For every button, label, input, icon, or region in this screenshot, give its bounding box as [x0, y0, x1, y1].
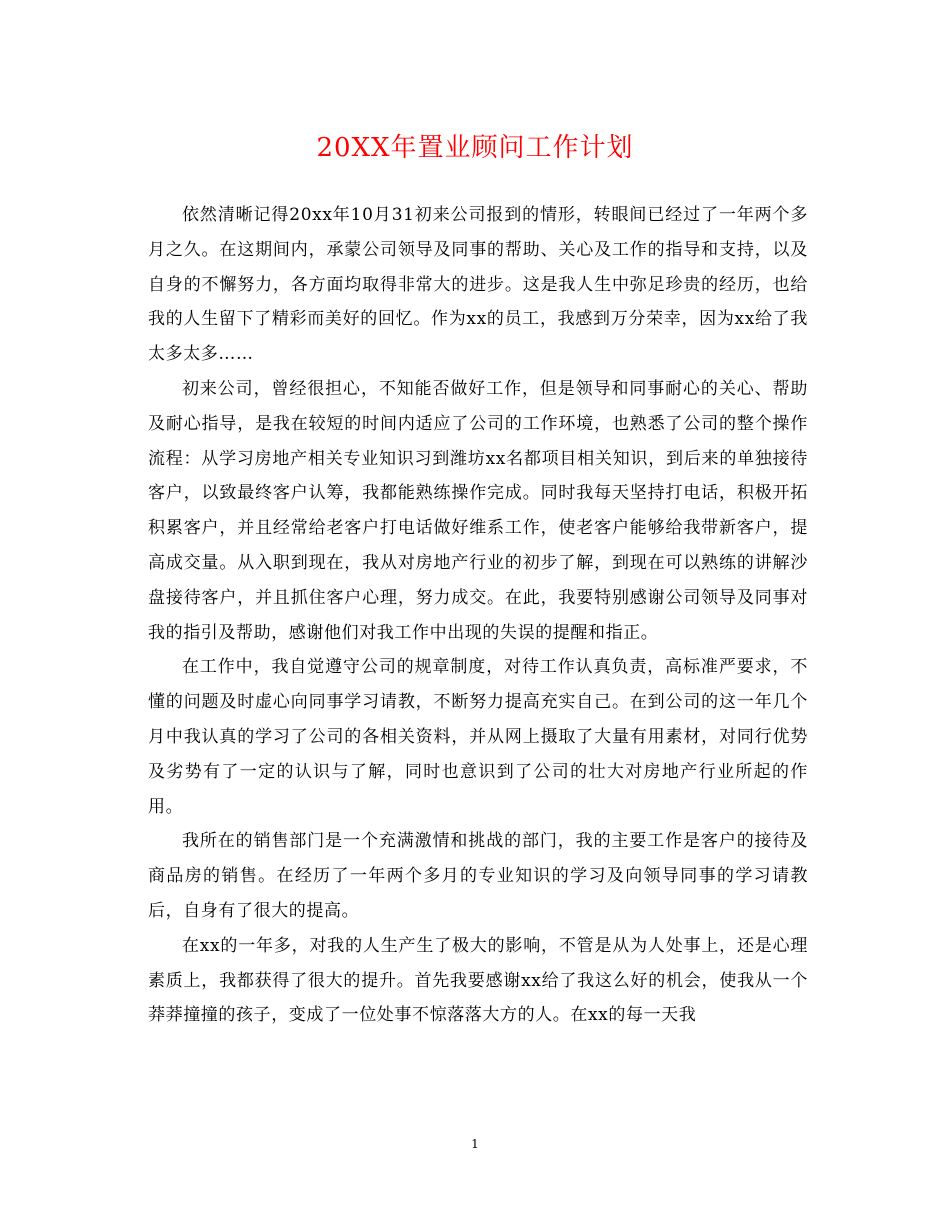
- paragraph-1: 依然清晰记得20xx年10月31初来公司报到的情形，转眼间已经过了一年两个多月之久。在这期间内，承蒙公司领导及同事的帮助、关心及工作的指导和支持，以及自身的不懈努力，各方面均取得非常大的进步。这是我人生中弥足珍贵的经历，也给我的人生留下了精彩而美好的回忆。作为xx的员工，我感到万分荣幸，因为xx给了我太多太多……: [148, 205, 808, 365]
- document-title: 20XX年置业顾问工作计划: [316, 133, 634, 163]
- paragraph-5: 在xx的一年多，对我的人生产生了极大的影响，不管是从为人处事上，还是心理素质上，我都获得了很大的提升。首先我要感谢xx给了我这么好的机会，使我从一个莽莽撞撞的孩子，变成了一位处事不惊落落大方的人。在xx的每一天我: [148, 935, 808, 1026]
- paragraph-4: 我所在的销售部门是一个充满激情和挑战的部门，我的主要工作是客户的接待及商品房的销售。在经历了一年两个多月的专业知识的学习及向领导同事的学习请教后，自身有了很大的提高。: [148, 831, 808, 921]
- document-body: [148, 198, 808, 1033]
- page-number: 1: [471, 1137, 479, 1151]
- paragraph-3: 在工作中，我自觉遵守公司的规章制度，对待工作认真负责，高标准严要求，不懂的问题及时虚心向同事学习请教，不断努力提高充实自己。在到公司的这一年几个月中我认真的学习了公司的各相关资料，并从网上摄取了大量有用素材，对同行优势及劣势有了一定的认识与了解，同时也意识到了公司的壮大对房地产行业所起的作用。: [148, 657, 808, 817]
- paragraph-2: 初来公司，曾经很担心，不知能否做好工作，但是领导和同事耐心的关心、帮助及耐心指导，是我在较短的时间内适应了公司的工作环境，也熟悉了公司的整个操作流程：从学习房地产相关专业知识习到潍坊xx名都项目相关知识，到后来的单独接待客户，以致最终客户认筹，我都能熟练操作完成。同时我每天坚持打电话，积极开拓积累客户，并且经常给老客户打电话做好维系工作，使老客户能够给我带新客户，提高成交量。从入职到现在，我从对房地产行业的初步了解，到现在可以熟练的讲解沙盘接待客户，并且抓住客户心理，努力成交。在此，我要特别感谢公司领导及同事对我的指引及帮助，感谢他们对我工作中出现的失误的提醒和指正。: [148, 378, 808, 643]
